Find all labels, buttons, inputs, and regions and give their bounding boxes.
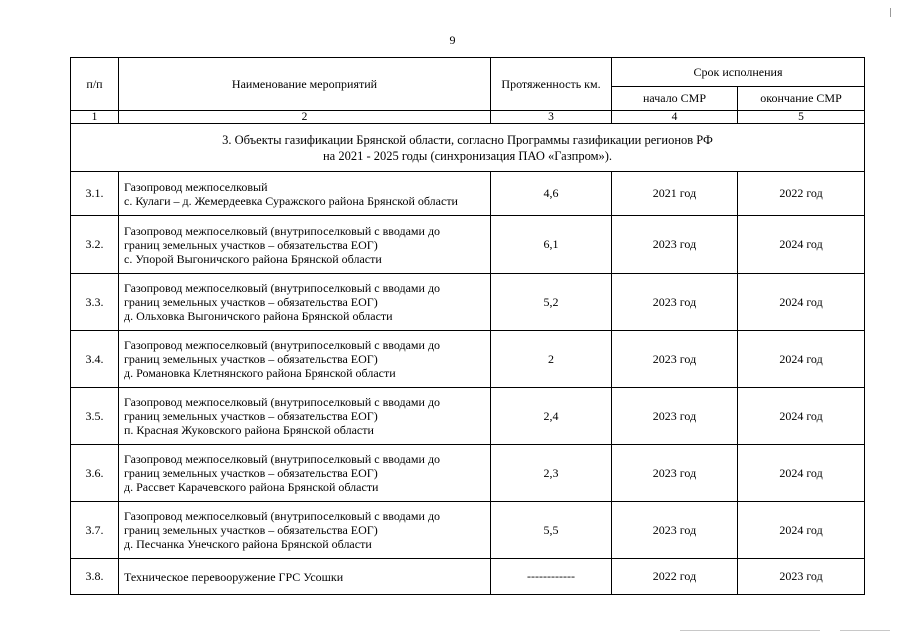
row-name	[119, 172, 491, 216]
row-length: 2,3	[491, 445, 612, 502]
header-end: окончание СМР	[738, 87, 865, 111]
row-name-line: границ земельных участков – обязательства ЕОГ)	[124, 523, 378, 537]
events-table	[70, 57, 865, 595]
row-start: 2023 год	[612, 502, 738, 559]
row-start: 2023 год	[612, 388, 738, 445]
row-number: 3.8.	[71, 559, 119, 595]
section-title-line-1: 3. Объекты газификации Брянской области, согласно Программы газификации регионов РФ	[222, 132, 713, 147]
row-name-line: границ земельных участков – обязательства ЕОГ)	[124, 237, 378, 252]
row-name-line: границ земельных участков – обязательства ЕОГ)	[124, 409, 378, 423]
row-name	[119, 274, 491, 331]
row-number: 3.6.	[71, 445, 119, 502]
row-number: 3.7.	[71, 502, 119, 559]
row-name	[119, 331, 491, 388]
row-name-line: Техническое перевооружение ГРС Усошки	[124, 569, 344, 584]
row-length: 6,1	[491, 216, 612, 274]
row-length: 2	[491, 331, 612, 388]
row-name	[119, 502, 491, 559]
row-number: 3.1.	[71, 172, 119, 216]
header-num: п/п	[71, 58, 119, 111]
row-length: 2,4	[491, 388, 612, 445]
column-number-4: 4	[612, 111, 738, 124]
table-row	[71, 172, 865, 216]
row-start: 2023 год	[612, 274, 738, 331]
row-name-line: д. Рассвет Карачевского района Брянской области	[124, 480, 379, 494]
row-end: 2024 год	[738, 216, 865, 274]
row-length: ------------	[491, 559, 612, 595]
row-name	[119, 559, 491, 595]
scan-artifact	[840, 630, 890, 631]
row-name-line: д. Ольховка Выгоничского района Брянской области	[124, 309, 393, 323]
column-number-3: 3	[491, 111, 612, 124]
row-start: 2023 год	[612, 216, 738, 274]
section-title-line-2: на 2021 - 2025 годы (синхронизация ПАО «Газпром»).	[322, 148, 613, 163]
scan-artifact	[680, 630, 820, 631]
row-name-line: Газопровод межпоселковый	[124, 179, 268, 194]
table-row	[71, 274, 865, 331]
row-length: 4,6	[491, 172, 612, 216]
row-name-line: п. Красная Жуковского района Брянской области	[124, 423, 374, 437]
row-name-line: Газопровод межпоселковый (внутрипоселковый с вводами до	[124, 395, 441, 409]
row-name-line: границ земельных участков – обязательства ЕОГ)	[124, 352, 378, 366]
row-name	[119, 216, 491, 274]
page-number: 9	[449, 33, 456, 47]
row-end: 2024 год	[738, 331, 865, 388]
row-number: 3.3.	[71, 274, 119, 331]
row-start: 2022 год	[612, 559, 738, 595]
header-length: Протяженность км.	[491, 58, 612, 111]
row-length: 5,2	[491, 274, 612, 331]
section-row	[71, 124, 865, 172]
table-row	[71, 445, 865, 502]
row-name-line: Газопровод межпоселковый (внутрипоселковый с вводами до	[124, 452, 441, 466]
row-name-line: с. Упорой Выгоничского района Брянской области	[124, 251, 382, 266]
section-title	[71, 124, 865, 172]
table-row	[71, 559, 865, 595]
row-length: 5,5	[491, 502, 612, 559]
row-start: 2023 год	[612, 445, 738, 502]
row-end: 2023 год	[738, 559, 865, 595]
row-name-line: границ земельных участков – обязательства ЕОГ)	[124, 295, 378, 309]
row-name-line: Газопровод межпоселковый (внутрипоселковый с вводами до	[124, 509, 441, 523]
row-name-line: границ земельных участков – обязательства ЕОГ)	[124, 466, 378, 480]
table-row	[71, 388, 865, 445]
column-number-5: 5	[738, 111, 865, 124]
row-name-line: с. Кулаги – д. Жемердеевка Суражского района Брянской области	[124, 193, 458, 208]
scan-artifact	[890, 8, 891, 17]
row-name-line: д. Романовка Клетнянского района Брянской области	[124, 366, 396, 380]
header-start: начало СМР	[612, 87, 738, 111]
row-number: 3.2.	[71, 216, 119, 274]
table-row	[71, 331, 865, 388]
row-name	[119, 445, 491, 502]
row-name	[119, 388, 491, 445]
row-name-line: Газопровод межпоселковый (внутрипоселковый с вводами до	[124, 338, 441, 352]
table-row	[71, 502, 865, 559]
row-number: 3.4.	[71, 331, 119, 388]
table-header	[71, 58, 865, 124]
row-name-line: Газопровод межпоселковый (внутрипоселковый с вводами до	[124, 223, 441, 238]
row-end: 2022 год	[738, 172, 865, 216]
row-start: 2021 год	[612, 172, 738, 216]
row-name-line: Газопровод межпоселковый (внутрипоселковый с вводами до	[124, 281, 441, 295]
row-end: 2024 год	[738, 502, 865, 559]
row-number: 3.5.	[71, 388, 119, 445]
column-number-2: 2	[119, 111, 491, 124]
row-name-line: д. Песчанка Унечского района Брянской области	[124, 537, 372, 551]
header-name: Наименование мероприятий	[119, 58, 491, 111]
row-end: 2024 год	[738, 388, 865, 445]
header-deadline: Срок исполнения	[612, 58, 865, 87]
row-end: 2024 год	[738, 274, 865, 331]
row-end: 2024 год	[738, 445, 865, 502]
row-start: 2023 год	[612, 331, 738, 388]
column-number-1: 1	[71, 111, 119, 124]
table-row	[71, 216, 865, 274]
